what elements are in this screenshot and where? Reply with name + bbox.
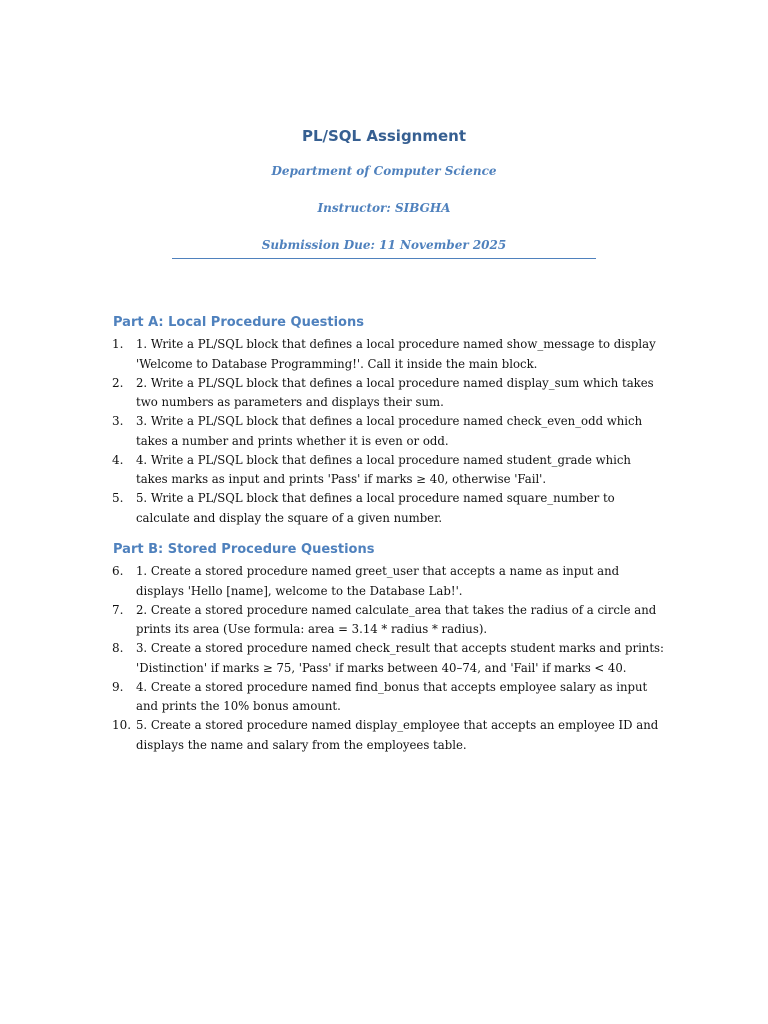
question-line: displays 'Hello [name], welcome to the Database Lab!'. [136,583,463,598]
question-text [136,489,656,528]
question-line: prints its area (Use formula: area = 3.14 * radius * radius). [136,622,488,636]
list-item-number: 3. [112,414,124,428]
part-b-question-list [0,562,768,755]
question-line: 4. Create a stored procedure named find_bonus that accepts employee salary as input [136,679,648,694]
list-item-number: 4. [112,452,124,467]
list-item [0,374,768,413]
question-line: calculate and display the square of a given number. [136,510,443,525]
department-line: Department of Computer Science [271,164,497,178]
list-item [0,716,768,755]
due-date-line: Submission Due: 11 November 2025 [261,238,507,252]
list-item [0,451,768,490]
question-line: 5. Create a stored procedure named display_employee that accepts an employee ID and [136,718,659,732]
question-line: 3. Create a stored procedure named check_result that accepts student marks and prints: [136,641,664,655]
question-text [136,374,656,413]
instructor-line: Instructor: SIBGHA [317,201,451,215]
list-item-number: 8. [112,641,124,655]
question-text [136,412,656,451]
question-line: displays the name and salary from the employees table. [136,737,467,752]
question-line: 4. Write a PL/SQL block that defines a local procedure named student_grade which [136,452,631,467]
list-item [0,489,768,528]
question-line: takes marks as input and prints 'Pass' if marks ≥ 40, otherwise 'Fail'. [136,472,547,486]
list-item [0,562,768,601]
list-item [0,678,768,717]
question-line: takes a number and prints whether it is even or odd. [136,433,449,448]
list-item-number: 10. [112,718,132,732]
question-text [136,639,664,678]
question-text [136,716,659,755]
question-line: 5. Write a PL/SQL block that defines a local procedure named square_number to [136,491,615,505]
question-line: two numbers as parameters and displays their sum. [136,395,444,409]
list-item-number: 7. [112,602,124,617]
question-line: 'Welcome to Database Programming!'. Call it inside the main block. [136,356,538,371]
list-item-number: 5. [112,491,124,505]
part-a-question-list [0,335,768,528]
part-b-heading: Part B: Stored Procedure Questions [113,542,375,557]
list-item [0,639,768,678]
list-item-number: 9. [112,679,124,694]
list-item [0,335,768,374]
page-title: PL/SQL Assignment [301,127,467,145]
question-line: and prints the 10% bonus amount. [136,699,341,713]
question-text [136,601,656,640]
document-header [0,124,768,253]
part-a-heading: Part A: Local Procedure Questions [113,315,364,330]
question-text [136,451,656,490]
question-text [136,562,656,601]
header-divider [172,258,596,259]
question-line: 1. Create a stored procedure named greet_user that accepts a name as input and [136,564,620,578]
question-line: 2. Create a stored procedure named calculate_area that takes the radius of a circle and [136,602,657,617]
list-item-number: 1. [112,337,124,351]
list-item-number: 2. [112,375,124,390]
list-item [0,601,768,640]
question-line: 3. Write a PL/SQL block that defines a local procedure named check_even_odd which [136,414,643,428]
question-text [136,335,656,374]
question-line: 2. Write a PL/SQL block that defines a local procedure named display_sum which takes [136,375,654,390]
question-text [136,678,656,717]
question-line: 1. Write a PL/SQL block that defines a local procedure named show_message to display [136,337,656,351]
question-line: 'Distinction' if marks ≥ 75, 'Pass' if marks between 40–74, and 'Fail' if marks < 40. [136,660,627,675]
list-item [0,412,768,451]
list-item-number: 6. [112,564,124,578]
